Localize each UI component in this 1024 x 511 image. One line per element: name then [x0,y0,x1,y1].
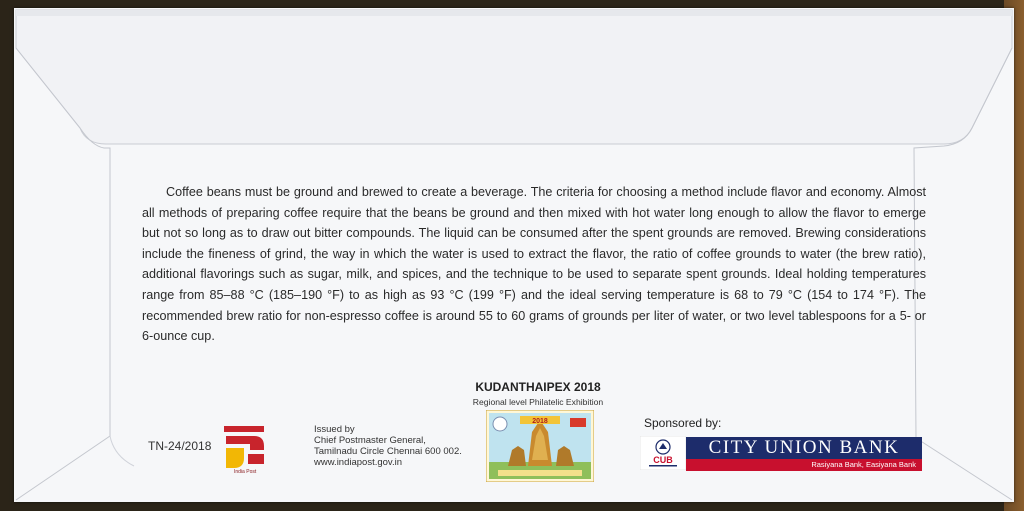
bank-tagline: Rasiyana Bank, Easiyana Bank [686,459,922,471]
issuer-website: www.indiapost.gov.in [314,457,403,468]
exhibition-stamp-icon [486,410,594,482]
issuer-line: Chief Postmaster General, [314,435,426,446]
sponsored-label: Sponsored by: [644,416,722,430]
exhibition-subtitle: Regional level Philatelic Exhibition [472,397,604,407]
envelope-back [14,8,1014,502]
post-logo-text: India Post [234,469,257,474]
cover-code: TN-24/2018 [148,439,212,453]
cub-logo-text: CUB [653,455,673,465]
india-post-logo-icon [220,424,300,474]
issuer-line: Issued by [314,424,355,435]
bank-name-banner: CITY UNION BANK [686,437,922,459]
issuer-line: Tamilnadu Circle Chennai 600 002. [314,446,462,457]
exhibition-title: KUDANTHAIPEX 2018 [475,380,601,394]
body-text: Coffee beans must be ground and brewed to create a beverage. The criteria for choosing a method include flavor and economy. Almost all methods of preparing coffee require that the beans be ground and then mixed with hot water long enough to allow the flavor to emerge but not so long as to draw out bitter compounds. The liquid can be consumed after the spent grounds are removed. Brewing considerations include the fineness of grind, the way in which the water is used to extract the flavor, the ratio of coffee grounds to water (the brew ratio), additional flavorings such as sugar, milk, and spices, and the technique to be used to separate spent grounds. Ideal holding temperatures range from 85–88 °C (185–190 °F) to as high as 93 °C (199 °F) and the ideal serving temperature is 68 to 79 °C (154 to 174 °F). The recommended brew ratio for non-espresso coffee is around 55 to 60 grams of grounds per liter of water, or two level tablespoons for a 5- or 6-ounce cup. [142,185,926,344]
issuer-info [314,424,462,468]
stamp-year: 2018 [532,418,548,425]
cub-logo-icon [640,436,686,470]
